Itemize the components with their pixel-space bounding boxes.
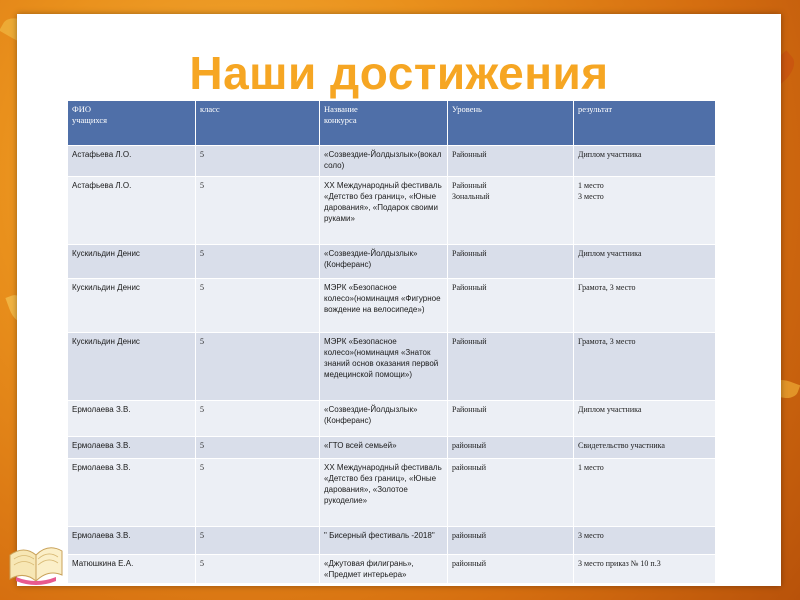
cell-contest: МЭРК «Безопасное колесо»(номинацмя «Знаток знаний основ оказания первой медецинской помощи») bbox=[320, 333, 448, 401]
cell-result: Грамота, 3 место bbox=[574, 333, 716, 401]
cell-name: Ермолаева З.В. bbox=[68, 401, 196, 437]
cell-level: районный bbox=[448, 437, 574, 459]
cell-name: Кускильдин Денис bbox=[68, 279, 196, 333]
cell-level: Районный Зональный bbox=[448, 177, 574, 245]
cell-name: Астафьева Л.О. bbox=[68, 146, 196, 177]
cell-contest: «Созвездие-Йолдызлык»(вокал соло) bbox=[320, 146, 448, 177]
table-row bbox=[68, 177, 716, 245]
table-row bbox=[68, 437, 716, 459]
slide bbox=[17, 14, 781, 586]
table-row bbox=[68, 401, 716, 437]
cell-name: Ермолаева З.В. bbox=[68, 437, 196, 459]
cell-name: Матюшкина Е.А. bbox=[68, 555, 196, 584]
cell-contest: «ГТО всей семьей» bbox=[320, 437, 448, 459]
header-student-name: ФИО учащихся bbox=[68, 101, 196, 146]
cell-contest: «Созвездие-Йолдызлык» (Конферанс) bbox=[320, 245, 448, 279]
open-book-icon bbox=[6, 515, 66, 585]
cell-grade: 5 bbox=[196, 459, 320, 527]
cell-level: районный bbox=[448, 555, 574, 584]
slide-title: Наши достижения bbox=[189, 47, 609, 99]
cell-name: Астафьева Л.О. bbox=[68, 177, 196, 245]
cell-contest: «Созвездие-Йолдызлык» (Конферанс) bbox=[320, 401, 448, 437]
cell-contest: XX Международный фестиваль «Детство без границ», «Юные дарования», «Золотое рукоделие» bbox=[320, 459, 448, 527]
cell-result: Диплом участника bbox=[574, 245, 716, 279]
table-row bbox=[68, 146, 716, 177]
cell-grade: 5 bbox=[196, 333, 320, 401]
cell-name: Кускильдин Денис bbox=[68, 245, 196, 279]
table-row bbox=[68, 555, 716, 584]
cell-level: Районный bbox=[448, 245, 574, 279]
cell-result: Диплом участника bbox=[574, 401, 716, 437]
cell-level: районный bbox=[448, 459, 574, 527]
cell-result: Свидетельство участника bbox=[574, 437, 716, 459]
cell-grade: 5 bbox=[196, 245, 320, 279]
cell-result: 3 место bbox=[574, 527, 716, 555]
cell-level: Районный bbox=[448, 333, 574, 401]
cell-level: Районный bbox=[448, 279, 574, 333]
cell-grade: 5 bbox=[196, 279, 320, 333]
header-result: результат bbox=[574, 101, 716, 146]
cell-result: 1 место bbox=[574, 459, 716, 527]
table-header-row bbox=[68, 101, 716, 146]
cell-grade: 5 bbox=[196, 555, 320, 584]
cell-level: Районный bbox=[448, 146, 574, 177]
header-contest: Название конкурса bbox=[320, 101, 448, 146]
table-row bbox=[68, 459, 716, 527]
cell-contest: XX Международный фестиваль «Детство без границ», «Юные дарования», «Подарок своими руками» bbox=[320, 177, 448, 245]
cell-result: 3 место приказ № 10 п.3 bbox=[574, 555, 716, 584]
cell-grade: 5 bbox=[196, 437, 320, 459]
cell-contest: «Джутовая филигрань», «Предмет интерьера» bbox=[320, 555, 448, 584]
cell-grade: 5 bbox=[196, 146, 320, 177]
table-row bbox=[68, 279, 716, 333]
cell-result: Диплом участника bbox=[574, 146, 716, 177]
table-row bbox=[68, 245, 716, 279]
table-row bbox=[68, 333, 716, 401]
cell-level: Районный bbox=[448, 401, 574, 437]
cell-contest: " Бисерный фестиваль -2018" bbox=[320, 527, 448, 555]
cell-name: Ермолаева З.В. bbox=[68, 459, 196, 527]
header-grade: класс bbox=[196, 101, 320, 146]
header-level: Уровень bbox=[448, 101, 574, 146]
table-row bbox=[68, 527, 716, 555]
cell-name: Ермолаева З.В. bbox=[68, 527, 196, 555]
cell-result: Грамота, 3 место bbox=[574, 279, 716, 333]
cell-grade: 5 bbox=[196, 527, 320, 555]
cell-name: Кускильдин Денис bbox=[68, 333, 196, 401]
cell-level: районный bbox=[448, 527, 574, 555]
cell-result: 1 место 3 место bbox=[574, 177, 716, 245]
achievements-table bbox=[67, 100, 716, 584]
cell-grade: 5 bbox=[196, 401, 320, 437]
cell-contest: МЭРК «Безопасное колесо»(номинацмя «Фигурное вождение на велосипеде») bbox=[320, 279, 448, 333]
cell-grade: 5 bbox=[196, 177, 320, 245]
